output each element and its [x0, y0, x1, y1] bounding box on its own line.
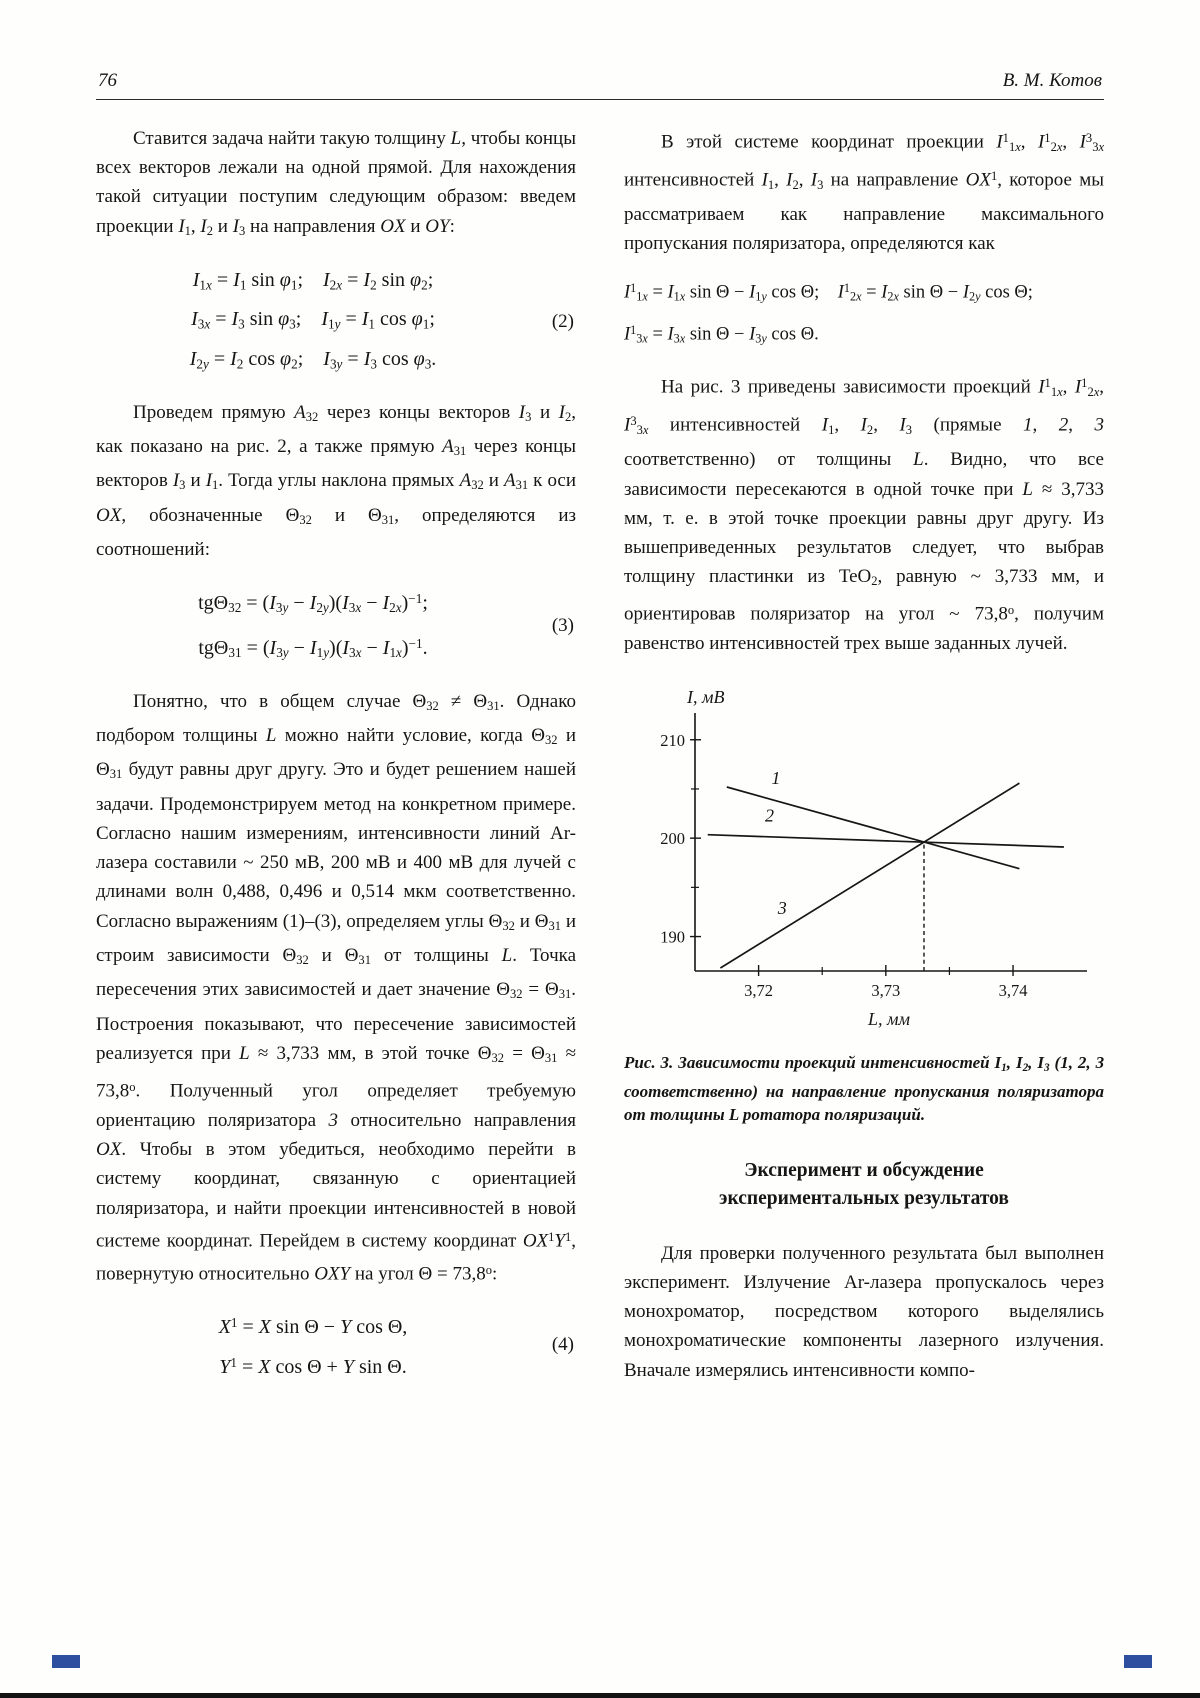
equation-2-line-2: $I_{3x} = I_3$ $\sin \varphi_3$; $I_{1y} = I_1$ $\cos \varphi_1$;	[191, 308, 435, 332]
section-heading-experiment: Эксперимент и обсуждение экспериментальных результатов	[719, 1159, 1009, 1209]
equation-projections-line-2: $I^1_{3x} = I_{3x}$ $\sin \Theta - I_{3y}$ cos Θ.	[624, 322, 819, 346]
scan-registration-mark-left	[52, 1655, 80, 1668]
equation-3-number: (3)	[551, 614, 574, 636]
equation-block-projections	[624, 272, 1104, 355]
svg-text:I, мВ: I, мВ	[687, 686, 725, 707]
svg-text:2: 2	[764, 804, 774, 825]
equation-3-line-1: $tg\Theta_{32} = (I_{3y} - I_{2y})(I_{3x} - I_{2x})^{-1}$;	[198, 591, 428, 616]
equation-4-lines	[96, 1305, 530, 1385]
equation-3-lines	[96, 581, 530, 669]
equation-4-line-2: $Y^1 = X$ cos Θ + Y sin Θ.	[219, 1355, 407, 1379]
page-number: 76	[98, 70, 117, 91]
paragraph-solution-example: Понятно, что в общем случае $\Theta_{32} \ne \Theta_{31}$. Однако подбором толщины L можно найти условие, когда $\Theta_{32}$ и $\Theta_{31}$ будут равны друг другу. Это и будет решением нашей задачи. Продемонстрируем метод на конкретном примере. Согласно нашим измерениям, интенсивности линий Ar-лазера составили ~ 250 мВ, 200 мВ и 400 мВ для лучей с длинами волн 0,488, 0,496 и 0,514 мкм соответственно. Согласно выражениям (1)–(3), определяем углы $\Theta_{32}$ и $\Theta_{31}$ и строим зависимости $\Theta_{32}$ и $\Theta_{31}$ от толщины L. Точка пересечения этих зависимостей и дает значение $\Theta_{32} = \Theta_{31}$. Построения показывают, что пересечение зависимостей реализуется при L ≈ 3,733 мм, в этой точке $\Theta_{32} = \Theta_{31} \approx 73,8^o$. Полученный угол определяет требуемую ориентацию поляризатора 3 относительно направления OX. Чтобы в этом убедиться, необходимо перейти в систему координат, связанную с ориентацией поляризатора, и найти проекции интенсивностей в новой системе координат. Перейдем в систему координат $OX^1Y^1$, повернутую относительно OXY на угол $\Theta = 73,8^o$:	[96, 690, 577, 1285]
svg-text:210: 210	[660, 730, 685, 750]
paragraph-task-statement: Ставится задача найти такую толщину L, чтобы концы всех векторов лежали на одной прямой. Для нахождения такой ситуации поступим следующим образом: введем проекции $I_1$, $I_2$ и $I_3$ на направления OX и OY:	[96, 128, 576, 238]
equation-3-line-2: $tg\Theta_{31} = (I_{3y} - I_{1y})(I_{3x} - I_{1x})^{-1}$.	[198, 635, 428, 660]
equation-block-2	[96, 263, 576, 381]
page-header	[96, 70, 1104, 92]
paragraph-coordinate-system: В этой системе координат проекции $I^1_{1x}$, $I^1_{2x}$, $I^3_{3x}$ интенсивностей $I_1$, $I_2$, $I_3$ на направление $OX^1$, которое мы рассматриваем как направление максимального пропускания поляризатора, определяются как	[624, 131, 1105, 255]
scan-registration-mark-right	[1124, 1655, 1152, 1668]
paragraph-experiment-intro: Для проверки полученного результата был выполнен эксперимент. Излучение Ar-лазера пропускалось через монохроматор, посредством которого выделялись монохроматические компоненты лазерного излучения. Вначале измерялись интенсивности компо-	[624, 1242, 1104, 1381]
equation-projections-lines	[624, 272, 1104, 355]
equation-projections-line-1: $I^1_{1x} = I_{1x}$ $\sin \Theta - I_{1y}$ cos Θ; $I^1_{2x} = I_{2x}$ $\sin \Theta - I_{2y}$ cos Θ;	[624, 281, 1033, 304]
figure-3-caption: Рис. 3. Зависимости проекций интенсивностей $I_1$, $I_2$, $I_3$ (1, 2, 3 соответственно) на направление пропускания поляризатора от толщины L ротатора поляризаций.	[624, 1052, 1105, 1125]
equation-4-number: (4)	[551, 1334, 574, 1356]
two-column-body	[96, 124, 1104, 1402]
svg-text:3,73: 3,73	[871, 980, 901, 1000]
left-column	[96, 124, 576, 1402]
equation-2-line-3: $I_{2y} = I_2$ $\cos \varphi_2$; $I_{3y} = I_3$ $\cos \varphi_3$.	[189, 347, 437, 371]
svg-text:200: 200	[660, 828, 685, 848]
figure-3-line-chart	[629, 685, 1099, 1035]
paragraph-lines-a32-a31: Проведем прямую $A_{32}$ через концы векторов $I_3$ и $I_2$, как показано на рис. 2, а также прямую $A_{31}$ через концы векторов $I_3$ и $I_1$. Тогда углы наклона прямых $A_{32}$ и $A_{31}$ к оси OX, обозначенные $\Theta_{32}$ и $\Theta_{31}$, определяются из соотношений:	[96, 401, 577, 561]
running-author: В. М. Котов	[1002, 70, 1102, 91]
svg-text:3,72: 3,72	[744, 980, 774, 1000]
svg-text:190: 190	[660, 927, 685, 947]
header-rule	[96, 99, 1104, 100]
svg-text:L, мм: L, мм	[868, 1008, 910, 1029]
equation-4-line-1: $X^1 = X$ sin Θ − Y cos Θ,	[218, 1315, 408, 1339]
svg-text:3,74: 3,74	[998, 980, 1028, 1000]
svg-text:3: 3	[777, 897, 787, 918]
scan-edge-bottom	[0, 1693, 1200, 1698]
figure-3	[624, 685, 1104, 1127]
equation-2-number: (2)	[551, 310, 574, 332]
right-column	[624, 124, 1104, 1402]
equation-2-line-1: $I_{1x} = I_1$ $\sin \varphi_1$; $I_{2x} = I_2$ $\sin \varphi_2$;	[192, 268, 434, 293]
paragraph-figure-discussion: На рис. 3 приведены зависимости проекций $I^1_{1x}$, $I^1_{2x}$, $I^3_{3x}$ интенсивностей $I_1$, $I_2$, $I_3$ (прямые 1, 2, 3 соответственно) от толщины L. Видно, что все зависимости пересекаются в одной точке при L ≈ 3,733 мм, т. е. в этой точке проекции равны друг другу. Из вышеприведенных результатов следует, что выбрав толщину пластинки из TeO$_2$, равную ~ 3,733 мм, и ориентировав поляризатор на угол ~ 73,8$^o$, получим равенство интенсивностей трех выше заданных лучей.	[624, 376, 1105, 655]
svg-text:1: 1	[771, 767, 781, 788]
equation-block-3	[96, 581, 576, 669]
equation-block-4	[96, 1305, 576, 1385]
equation-2-lines	[96, 263, 530, 381]
